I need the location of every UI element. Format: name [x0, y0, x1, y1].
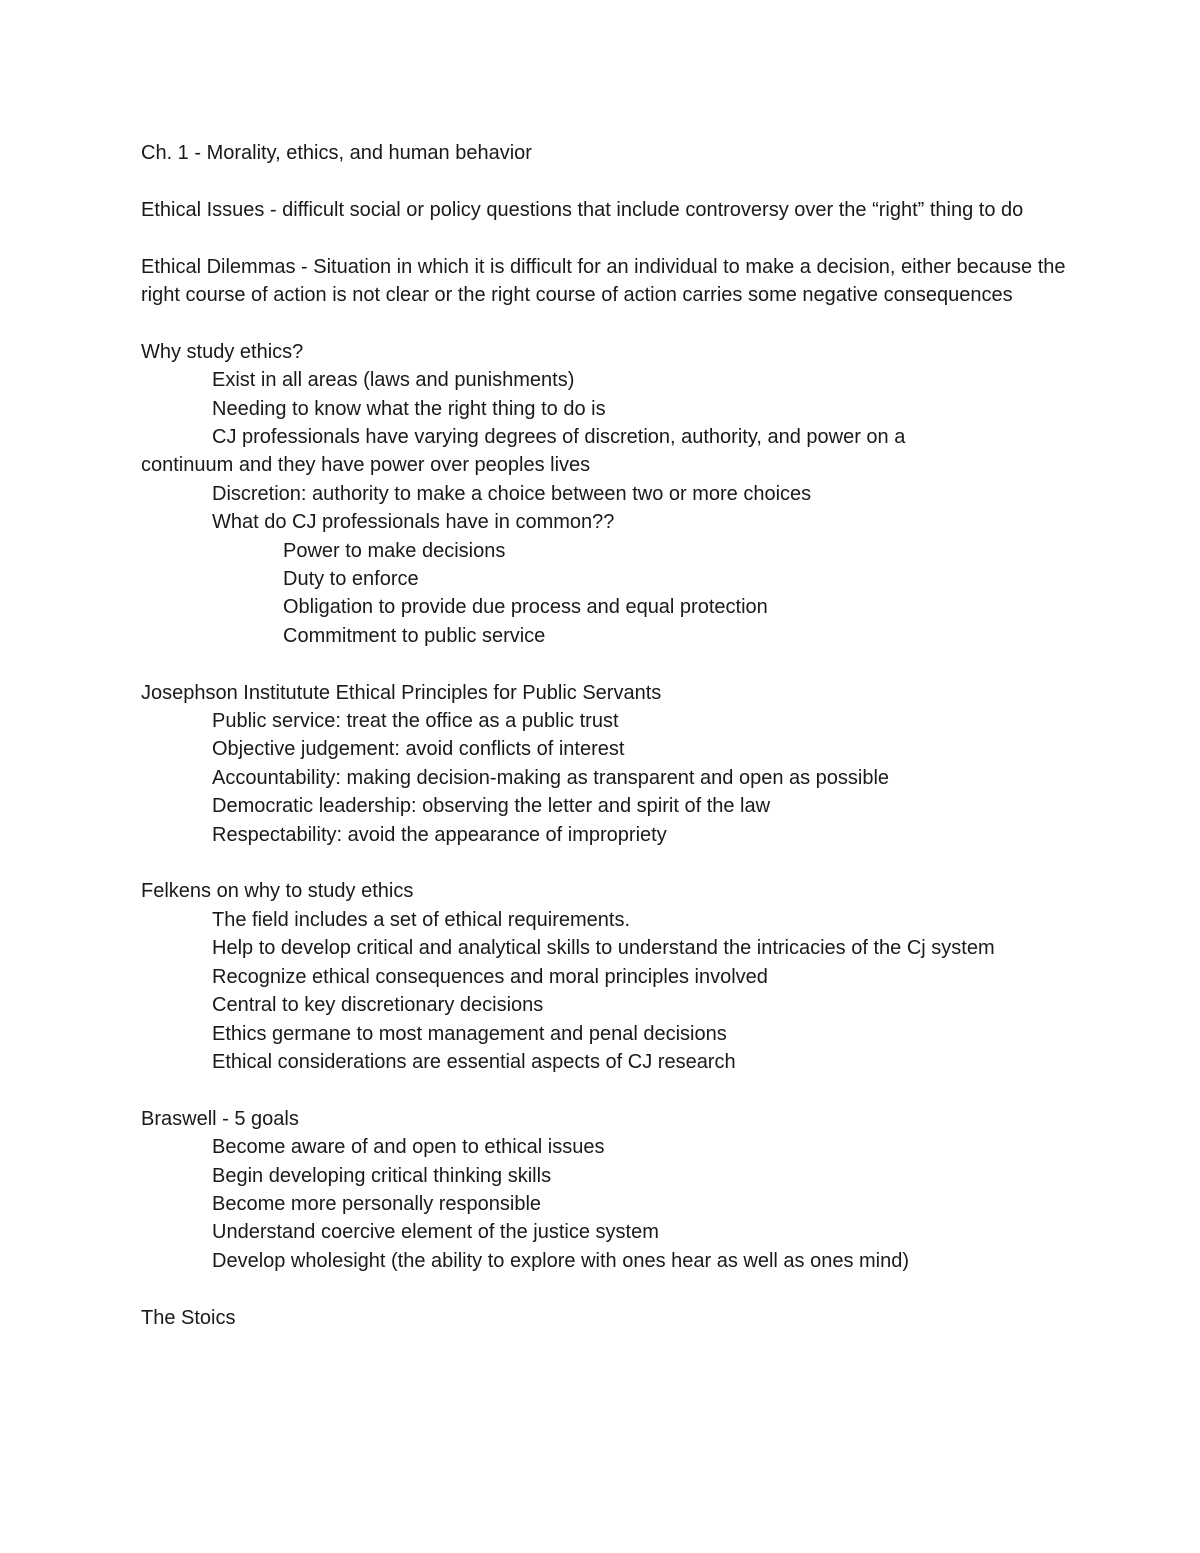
- sub-list-item: Commitment to public service: [283, 624, 546, 647]
- spacer: [141, 1275, 1071, 1303]
- spacer: [141, 650, 1071, 678]
- list-item: Recognize ethical consequences and moral principles involved: [212, 965, 768, 988]
- document-body: [141, 139, 1071, 1332]
- list-item: Help to develop critical and analytical skills to understand the intricacies of the Cj system: [212, 937, 995, 960]
- spacer: [141, 309, 1071, 337]
- sub-list-item: Power to make decisions: [283, 539, 506, 562]
- list-item-continuation: continuum and they have power over peoples lives: [141, 454, 591, 477]
- spacer: [141, 167, 1071, 195]
- list-item: Ethical considerations are essential aspects of CJ research: [212, 1050, 736, 1073]
- section-heading-felkens: Felkens on why to study ethics: [141, 880, 414, 903]
- list-item: Begin developing critical thinking skills: [212, 1164, 552, 1187]
- spacer: [141, 1076, 1071, 1104]
- list-item: Become aware of and open to ethical issues: [212, 1136, 605, 1159]
- list-item: Needing to know what the right thing to do is: [212, 397, 606, 420]
- section-heading-josephson: Josephson Institutute Ethical Principles for Public Servants: [141, 681, 662, 704]
- list-item: The field includes a set of ethical requirements.: [212, 908, 630, 931]
- spacer: [141, 224, 1071, 252]
- list-item: Discretion: authority to make a choice between two or more choices: [212, 482, 812, 505]
- definition-ethical-issues: Ethical Issues - difficult social or policy questions that include controversy over the “right” thing to do: [141, 198, 1024, 221]
- list-item: Objective judgement: avoid conflicts of interest: [212, 738, 625, 761]
- sub-list-item: Duty to enforce: [283, 568, 419, 591]
- list-item: Central to key discretionary decisions: [212, 994, 544, 1017]
- sub-list-item: Obligation to provide due process and equal protection: [283, 596, 768, 619]
- list-item: Public service: treat the office as a public trust: [212, 710, 619, 733]
- section-heading-stoics: The Stoics: [141, 1306, 236, 1329]
- section-heading-braswell: Braswell - 5 goals: [141, 1107, 299, 1130]
- list-item: CJ professionals have varying degrees of discretion, authority, and power on a: [212, 426, 906, 449]
- section-heading-why-study: Why study ethics?: [141, 340, 304, 363]
- list-item: Become more personally responsible: [212, 1192, 542, 1215]
- list-item: Understand coercive element of the justice system: [212, 1221, 659, 1244]
- list-item: What do CJ professionals have in common??: [212, 511, 615, 534]
- list-item: Democratic leadership: observing the letter and spirit of the law: [212, 795, 771, 818]
- definition-ethical-dilemmas: Ethical Dilemmas - Situation in which it is difficult for an individual to make a decision, either because the right course of action is not clear or the right course of action carries some negative consequences: [141, 255, 1066, 306]
- list-item: Exist in all areas (laws and punishments): [212, 369, 575, 392]
- list-item: Respectability: avoid the appearance of impropriety: [212, 823, 667, 846]
- list-item: Accountability: making decision-making as transparent and open as possible: [212, 766, 890, 789]
- spacer: [141, 849, 1071, 877]
- list-item: Ethics germane to most management and penal decisions: [212, 1022, 727, 1045]
- page-title: Ch. 1 - Morality, ethics, and human behavior: [141, 142, 532, 164]
- list-item: Develop wholesight (the ability to explore with ones hear as well as ones mind): [212, 1249, 910, 1272]
